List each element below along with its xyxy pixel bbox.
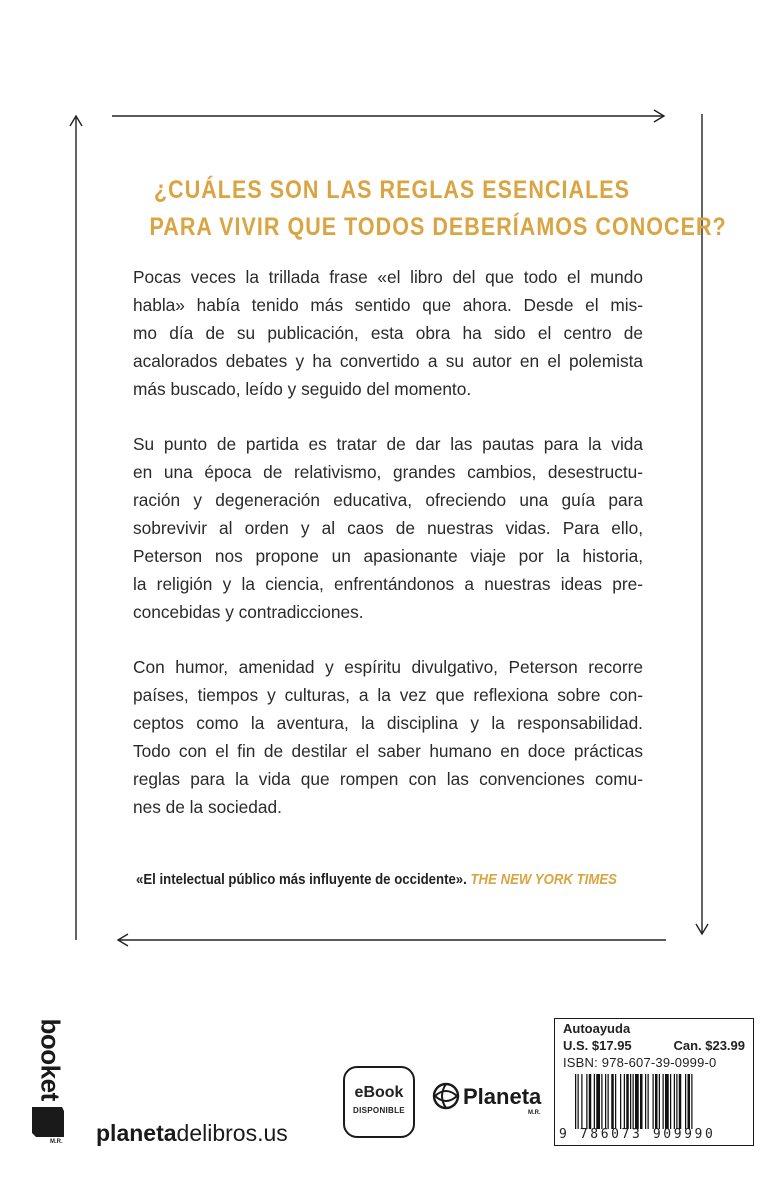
barcode-bar [615,1074,616,1129]
top-arrow [112,108,668,124]
website-bold: planeta [96,1120,177,1146]
barcode-bar [624,1074,625,1129]
left-arrow [68,112,84,942]
barcode-bar [633,1074,634,1129]
barcode-bar [635,1074,639,1129]
quote-text: «El intelectual público más influyente de occidente». [136,871,467,888]
text-line: Pocas veces la trillada frase «el libro del que todo el mundo [133,267,643,287]
ebook-label: eBook [354,1084,404,1101]
barcode-bar [679,1074,682,1129]
barcode [575,1074,745,1129]
barcode-bar [581,1074,582,1129]
paragraph-1 [133,263,643,403]
barcode-bar [685,1074,686,1129]
barcode-bar [611,1074,614,1129]
ebook-badge [343,1066,415,1138]
barcode-bar [676,1074,677,1129]
price-barcode-box [554,1018,754,1146]
booket-mark: M.R. [50,1139,63,1145]
text-line: países, tiempos y culturas, a la vez que reflexiona sobre con- [133,685,643,705]
barcode-bar [655,1074,658,1129]
text-line: sobrevivir al orden y al caos de nuestras vidas. Para ello, [133,518,643,538]
globe-icon [432,1082,460,1110]
planeta-name: Planeta [463,1084,542,1109]
headline [149,172,727,246]
text-line: ceptos como la aventura, la disciplina y la responsabilidad. [133,713,643,733]
text-line: Peterson nos propone un apasionante viaje por la historia, [133,546,643,566]
category-label: Autoayuda [563,1021,631,1036]
headline-line-1: ¿CUÁLES SON LAS REGLAS ESENCIALES [153,176,631,204]
text-line: Con humor, amenidad y espíritu divulgativo, Peterson recorre [133,657,643,677]
text-line: reglas para la vida que rompen con las convenciones comu- [133,769,643,789]
booket-logo [28,1015,68,1145]
barcode-bar [596,1074,600,1129]
barcode-bar [674,1074,675,1129]
barcode-bar [589,1074,592,1129]
text-line: Su punto de partida es tratar de dar las pautas para la vida [133,434,643,454]
text-line: nes de la sociedad. [133,797,282,817]
barcode-bar [691,1074,692,1129]
text-line: ración y degeneración educativa, ofreciendo una guía para [133,490,643,510]
barcode-bar [659,1074,660,1129]
ebook-availability: DISPONIBLE [353,1106,405,1115]
text-line: mo día de su publicación, esta obra ha sido el centro de [133,323,643,343]
barcode-bar [688,1074,691,1129]
barcode-bar [640,1074,643,1129]
barcode-bar [665,1074,669,1129]
barcode-bar [653,1074,654,1129]
text-line: habla» había tenido más sentido que ahora. Desde el mis- [133,295,643,315]
us-price: U.S. $17.95 [563,1038,632,1053]
barcode-digits: 9 786073 909990 [559,1127,716,1142]
canada-price: Can. $23.99 [673,1038,745,1053]
barcode-bar [578,1074,579,1129]
text-line: acalorados debates y ha convertido a su autor en el polemista [133,351,643,371]
text-line: Todo con el fin de destilar el saber humano en doce prácticas [133,741,643,761]
press-quote [136,871,617,888]
barcode-bar [626,1074,629,1129]
barcode-bar [605,1074,606,1129]
barcode-bar [645,1074,646,1129]
barcode-bar [663,1074,664,1129]
text-line: en una época de relativismo, grandes cambios, desestructu- [133,462,643,482]
booket-wordmark: booket [35,1018,66,1101]
headline-line-2: PARA VIVIR QUE TODOS DEBERÍAMOS CONOCER? [149,213,727,241]
quote-source: THE NEW YORK TIMES [470,871,617,888]
paragraph-2 [133,430,643,626]
barcode-bar [670,1074,671,1129]
planeta-mark: M.R. [528,1110,541,1116]
barcode-bar [608,1074,609,1129]
barcode-bar [630,1074,631,1129]
text-line: la religión y la ciencia, enfrentándonos a nuestras ideas pre- [133,574,643,594]
website-url[interactable] [96,1120,288,1147]
planeta-logo [432,1080,547,1120]
paragraph-3 [133,653,643,821]
barcode-bar [586,1074,587,1129]
barcode-bar [620,1074,621,1129]
isbn-number: ISBN: 978-607-39-0999-0 [563,1055,717,1070]
bottom-arrow [114,932,670,948]
website-rest: delibros.us [176,1120,288,1146]
booket-block-icon [32,1107,64,1137]
barcode-bar [601,1074,602,1129]
text-line: más buscado, leído y seguido del momento. [133,379,472,399]
barcode-bar [648,1074,649,1129]
barcode-bar [594,1074,595,1129]
text-line: concebidas y contradicciones. [133,602,364,622]
barcode-bar [575,1074,576,1129]
